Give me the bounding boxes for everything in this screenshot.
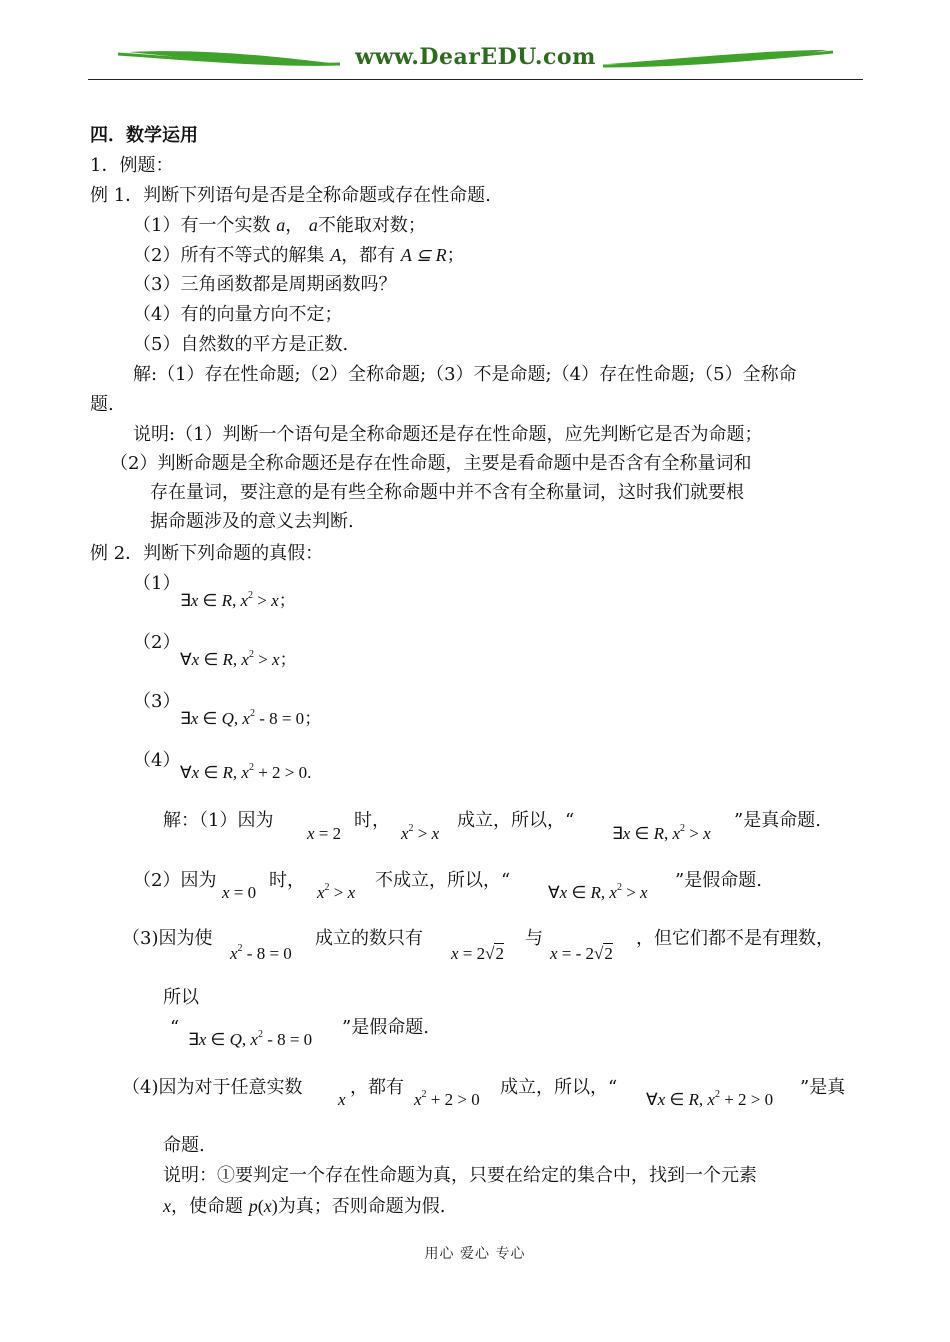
site-url: www.DearEDU.com — [355, 44, 596, 70]
solution-2-formula-b: $x^2 > x$ — [317, 882, 356, 902]
example-2-item-3-formula: ∃x ∈ Q, $x^2 - 8 = 0$； — [180, 708, 322, 728]
solution-3-text-c: 与 — [525, 928, 543, 949]
solution-3-open-quote: “ — [170, 1017, 180, 1038]
solution-2-text-b: 时， — [269, 870, 305, 891]
solution-4-formula-b: $x^2 + 2 > 0$ — [414, 1089, 480, 1109]
example-1-note-line-2: （2）判断命题是全称命题还是存在性命题，主要是看命题中是否含有全称量词和 — [110, 453, 752, 474]
example-1-item-1: （1）有一个实数 a， a不能取对数； — [133, 215, 426, 236]
solution-3-text-d: ，但它们都不是有理数， — [636, 928, 834, 949]
example-2-item-3-number: （3） — [133, 691, 181, 712]
solution-1-text-b: 时， — [354, 810, 390, 831]
example-2-item-2-number: （2） — [133, 632, 181, 653]
solution-1-formula-c: ∃x ∈ R, $x^2 > x$ — [612, 823, 711, 843]
example-1-note-line-4: 据命题涉及的意义去判断. — [150, 511, 354, 532]
example-1-item-5: （5）自然数的平方是正数. — [133, 334, 349, 355]
example-1-answer-line-1: 解:（1）存在性命题;（2）全称命题;（3）不是命题;（4）存在性命题;（5）全称命 — [133, 364, 797, 385]
solution-4-text-a: （4)因为对于任意实数 — [122, 1077, 303, 1098]
solution-3-text-a: （3)因为使 — [122, 928, 213, 949]
solution-2-text-d: ”是假命题. — [675, 870, 762, 891]
solution-4-text-c: 成立，所以，“ — [500, 1077, 618, 1098]
subsection-title: 1．例题： — [90, 155, 174, 176]
solution-3-formula-d: ∃x ∈ Q, $x^2 - 8 = 0$ — [188, 1029, 313, 1049]
site-header-banner — [88, 30, 863, 82]
example-2-item-4-formula: ∀x ∈ R, $x^2 + 2 > 0$. — [180, 762, 312, 782]
page-footer: 用心 爱心 专心 — [424, 1246, 526, 1262]
example-1-item-3: （3）三角函数都是周期函数吗？ — [133, 274, 397, 295]
example-1-answer-line-2: 题. — [90, 394, 114, 415]
solution-3-text-b: 成立的数只有 — [315, 928, 423, 949]
solution-1-formula-a: x = 2 — [307, 824, 342, 843]
example-2-note-line-2: x，使命题 p(x)为真；否则命题为假. — [163, 1196, 446, 1217]
solution-4-formula-a: x — [338, 1090, 346, 1109]
solution-1-text-d: ”是真命题. — [734, 810, 821, 831]
solution-3-text-g: ”是假命题. — [342, 1017, 429, 1038]
solution-1-text-a: 解：（1）因为 — [163, 810, 274, 831]
solution-1-text-c: 成立，所以，“ — [457, 810, 575, 831]
example-2-item-4-number: （4） — [133, 750, 181, 771]
solution-4-text-d: ”是真 — [800, 1077, 846, 1098]
example-2-item-1-number: （1） — [133, 573, 181, 594]
solution-2-text-c: 不成立，所以，“ — [375, 870, 511, 891]
solution-4-formula-c: ∀x ∈ R, $x^2 + 2 > 0$ — [646, 1089, 774, 1109]
example-2-item-2-formula: ∀x ∈ R, $x^2 > x$； — [180, 649, 297, 669]
solution-4-text-b: ，都有 — [350, 1077, 404, 1098]
solution-2-formula-c: ∀x ∈ R, $x^2 > x$ — [548, 882, 648, 902]
solution-3-formula-c: x = - 2√2 — [550, 944, 613, 963]
section-title: 四．数学运用 — [90, 125, 198, 146]
example-2-note-line-1: 说明：①要判定一个存在性命题为真，只要在给定的集合中，找到一个元素 — [163, 1165, 757, 1186]
example-2-title: 例 2．判断下列命题的真假： — [90, 543, 324, 564]
example-1-item-4: （4）有的向量方向不定； — [133, 304, 343, 325]
example-2-item-1-formula: ∃x ∈ R, $x^2 > x$； — [180, 590, 296, 610]
header-rule — [88, 79, 863, 80]
example-1-title: 例 1．判断下列语句是否是全称命题或存在性命题. — [90, 185, 491, 206]
solution-3-formula-a: $x^2 - 8 = 0$ — [230, 943, 292, 963]
solution-1-formula-b: $x^2 > x$ — [401, 823, 440, 843]
solution-3-formula-b: x = 2√2 — [451, 944, 504, 963]
example-1-note-line-3: 存在量词，要注意的是有些全称命题中并不含有全称量词，这时我们就要根 — [150, 482, 744, 503]
example-1-note-line-1: 说明:（1）判断一个语句是全称命题还是存在性命题，应先判断它是否为命题； — [133, 424, 763, 445]
example-1-item-2: （2）所有不等式的解集 A，都有 A ⊆ R； — [133, 245, 465, 266]
solution-2-text-a: （2）因为 — [133, 870, 217, 891]
solution-2-formula-a: x = 0 — [222, 883, 257, 902]
solution-3-text-e: 所以 — [163, 987, 199, 1008]
solution-4-text-e: 命题. — [163, 1135, 205, 1156]
